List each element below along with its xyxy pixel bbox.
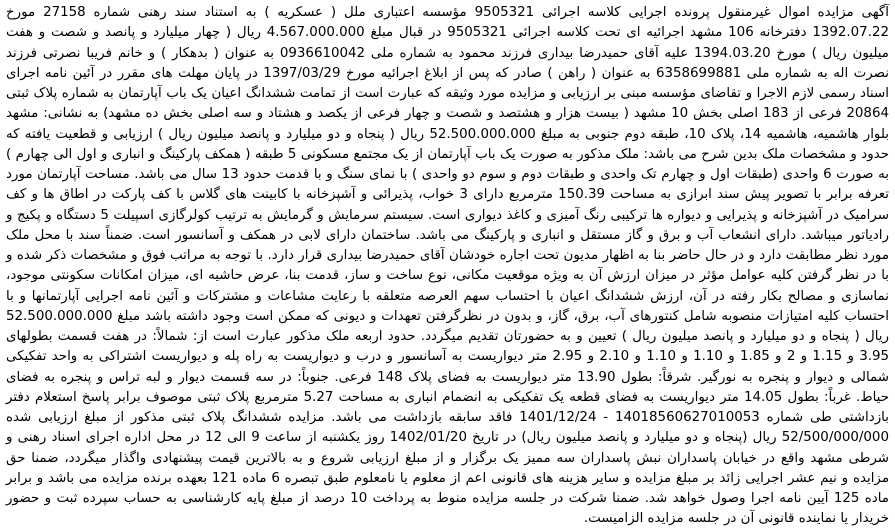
notice-text: آگهی مزایده اموال غیرمنقول پرونده اجرایی کلاسه اجرائی 9505321 مؤسسه اعتباری ملل ( عسکریه ) به استناد سند رهنی شماره 27158 مورخ 1392.07.22 دفترخانه 106 مشهد اجرائیه ای تحت کلاسه اجرائی 9505321 در قبال مبلغ 4.567.000.000 ریال ( چهار میلیارد و پانصد و شصت و هفت میلیون ریال ) مورخ 1394.03.20 علیه آقای حمیدرضا بیداری فرزند محمود به شماره ملی 0936610042 به عنوان ( بدهکار ) و خانم فریبا نصرتی فرزند نصرت اله به شماره ملی 6358699881 به عنوان ( راهن ) صادر که پس از ابلاغ اجرائیه مورخ 1397/03/29 در پایان مهلت های مقرر در آئین نامه اجرای اسناد رسمی لازم الاجرا و تقاضای مؤسسه مبنی بر ارزیابی و مزایده مورد وثیقه که عبارت است از تمامت ششدانگ اعیان یک باب آپارتمان به شماره پلاک ثبتی 20864 فرعی از 183 اصلی بخش 10 مشهد ( بیست هزار و هشتصد و شصت و چهار فرعی از یکصد و هشتاد و سه اصلی بخش ده مشهد) به نشانی: مشهد بلوار هاشمیه، هاشمیه 14، پلاک 10، طبقه دوم جنوبی به مبلغ 52.500.000.000 ریال ( پنجاه و دو میلیارد و پانصد میلیون ریال ) ارزیابی و قطعیت یافته که حدود و مشخصات ملک بدین شرح می باشد: ملک مذکور به صورت یک باب آپارتمان از یک مجتمع مسکونی 5 طبقه ( همکف پارکینگ و انباری و اول الی چهارم ) به صورت 6 واحدی (طبقات اول و چهارم تک واحدی و طبقات دوم و سوم دو واحدی ) با نمای سنگ و با قدمت حدود 13 سال می باشد. مساحت آپارتمان مورد تعرفه برابر با تصویر پیش سند ابرازی به مساحت 150.39 مترمربع دارای 3 خواب، پذیرائی و آشپزخانه با کابینت های گلاس با کف پارکت در اطاق ها و کف سرامیک در آشپزخانه و پذیرایی و دیواره ها ترکیبی رنگ آمیزی و کاغذ دیواری است. سیستم سرمایش و گرمایش به ترتیب کولرگازی اسپیلت 5 دستگاه و پکیج و رادیاتور میباشد. دارای انشعاب آب و برق و گاز مستقل و انباری و پارکینگ می باشد. ساختمان دارای لابی در همکف و آسانسور است. ضمناً سند با محل ملک مورد نظر مطابقت دارد و در حال حاضر بنا به اظهار مدیون تحت اجاره خودشان آقای حمیدرضا بیداری قرار دارد. با توجه به مراتب فوق و مشخصات ذکر شده و با در نظر گرفتن کلیه عوامل مؤثر در میزان ارزش آن به ویژه موقعیت مکانی، نوع ساخت و ساز، قدمت بنا، عرض حاشیه ای، میزان امکانات سکونتی موجود، نماسازی و مصالح بکار رفته در آن، ارزش ششدانگ اعیان با احتساب سهم العرصه متعلقه با رعایت مشاعات و مشترکات و آئین نامه اجرایی آپارتمانها و با احتساب کلیه امتیازات منصوبه شامل کنتورهای آب، برق، گاز، و بدون در نظرگرفتن تعهدات و دیونی که ممکن است وجود داشته باشد مبلغ 52.500.000.000 ریال ( پنجاه و دو میلیارد و پانصد میلیون ریال ) تعیین و به حضورتان تقدیم میگردد. حدود اربعه ملک مذکور عبارت است از: شمالاً: در هفت قسمت بطولهای 3.95 و 1.15 و 2 و 1.85 و 1.10 و 1.10 و 2.10 و 2.95 متر دیواریست به آسانسور و درب و دیواریست به راه پله و دیواریست اشتراکی به واحد تفکیکی شمالی و دیوار و پنجره به نورگیر. شرقاً: بطول 13.90 متر دیواریست به فضای پلاک 148 فرعی. جنوباً: در سه قسمت دیوار و لبه تراس و پنجره به فضای حیاط. غرباً: بطول 14.05 متر دیواریست به فضای قطعه یک تفکیکی به انضمام انباری به مساحت 5.27 مترمربع پلاک ثبتی موصوف برابر پاسخ استعلام دفتر بازداشتی طی شماره 14018560627010053 - 1401/12/24 فاقد سابقه بازداشت می باشد. مزایده ششدانگ پلاک ثبتی مذکور از مبلغ ارزیابی شده 52/500/000/000 ریال (پنجاه و دو میلیارد و پانصد میلیون ریال) در تاریخ 1402/01/20 روز یکشنبه از ساعت 9 الی 12 در محل اداره اجرای اسناد رهنی و شرطی مشهد واقع در خیابان پاسداران نبش پاسداران سه ممیز یک برگزار و از مبلغ ارزیابی شروع و به بالاترین قیمت پیشنهادی واگذار میگردد، ضمنا حق مزایده و نیم عشر اجرایی زائد بر مبلغ مزایده و سایر هزینه های قانونی اعم از معلوم یا نامعلوم طبق تبصره 6 ماده 121 بعهده برنده مزایده می باشد و برابر ماده 125 آیین نامه اجرا وصول خواهد شد. ضمنا شرکت در جلسه مزایده منوط به پرداخت 10 درصد از مبلغ پایه کارشناسی به حساب سپرده ثبت و حضور خریدار یا نماینده قانونی آن در جلسه مزایده الزامیست. [6, 5, 890, 527]
